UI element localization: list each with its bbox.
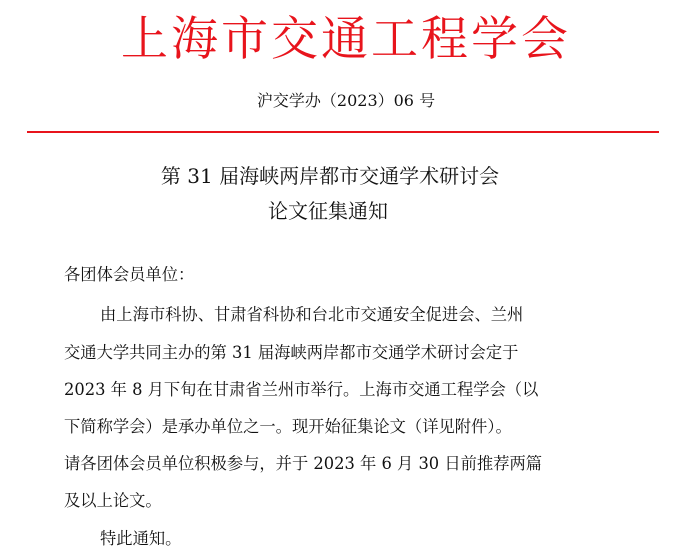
paragraph-line: 由上海市科协、甘肃省科协和台北市交通安全促进会、兰州 bbox=[100, 305, 524, 324]
notice-title-line-2: 论文征集通知 bbox=[268, 199, 388, 223]
paragraph-line: 交通大学共同主办的第 31 届海峡两岸都市交通学术研讨会定于 bbox=[64, 343, 519, 362]
paragraph-line: 及以上论文。 bbox=[64, 491, 162, 510]
document-number: 沪交学办（2023）06 号 bbox=[256, 91, 436, 110]
red-divider bbox=[27, 131, 659, 133]
paragraph-line: 2023 年 8 月下旬在甘肃省兰州市举行。上海市交通工程学会（以 bbox=[64, 380, 539, 399]
salutation: 各团体会员单位： bbox=[64, 265, 195, 284]
paragraph-line: 请各团体会员单位积极参与，并于 2023 年 6 月 30 日前推荐两篇 bbox=[64, 454, 543, 473]
paragraph-line: 下简称学会）是承办单位之一。现开始征集论文（详见附件）。 bbox=[64, 417, 512, 436]
notice-title-line-1: 第 31 届海峡两岸都市交通学术研讨会 bbox=[160, 164, 500, 188]
org-title: 上海市交通工程学会 bbox=[121, 12, 571, 67]
closing-line: 特此通知。 bbox=[100, 529, 182, 548]
